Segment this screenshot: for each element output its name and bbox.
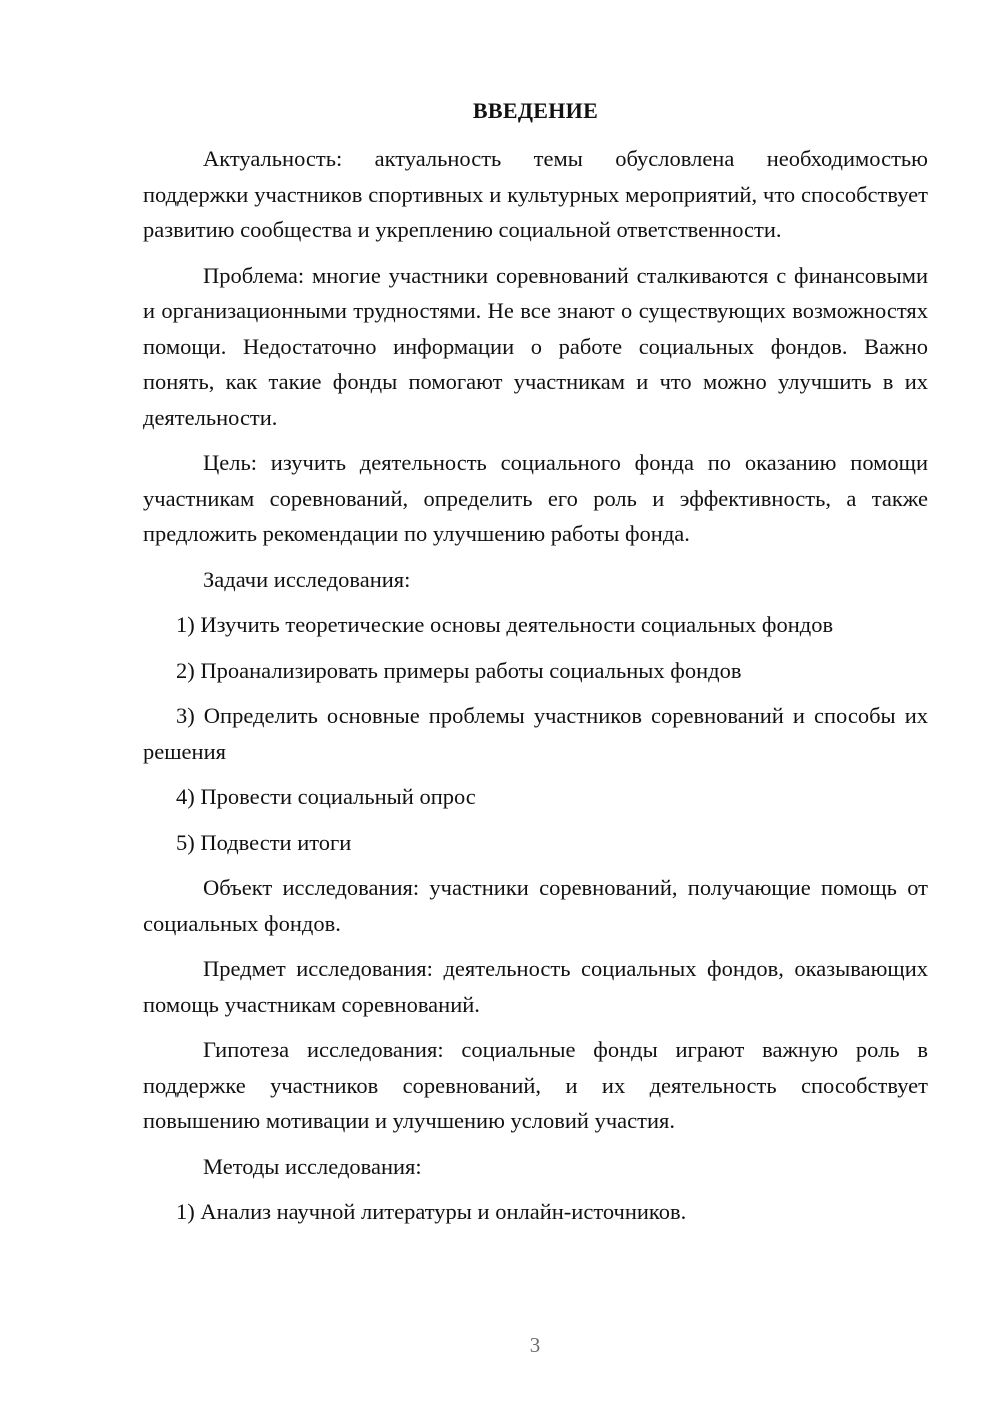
method-item-1: 1) Анализ научной литературы и онлайн-источников. <box>176 1199 687 1224</box>
task-item-2: 2) Проанализировать примеры работы социальных фондов <box>176 657 742 683</box>
tasks-heading: Задачи исследования: <box>203 566 411 592</box>
paragraph-problem: Проблема: многие участники соревнований сталкиваются с финансовыми и организационными трудностями. Не все знают о существующих возможностях помощи. Недостаточно информации о работе социальных фондов. Важно понять, как такие фонды помогают участникам и что можно улучшить в их деятельности. <box>143 262 928 430</box>
paragraph-goal: Цель: изучить деятельность социального фонда по оказанию помощи участникам соревнований, определить его роль и эффективность, а также предложить рекомендации по улучшению работы фонда. <box>143 450 928 546</box>
task-item-5: 5) Подвести итоги <box>176 829 352 855</box>
task-item-3: 3) Определить основные проблемы участников соревнований и способы их решения <box>143 703 928 764</box>
paragraph-object: Объект исследования: участники соревнований, получающие помощь от социальных фондов. <box>143 875 928 936</box>
paragraph-hypothesis: Гипотеза исследования: социальные фонды играют важную роль в поддержке участников соревнований, и их деятельность способствует повышению мотивации и улучшению условий участия. <box>143 1037 928 1133</box>
task-item-4: 4) Провести социальный опрос <box>176 784 476 809</box>
page-number: 3 <box>529 1333 541 1357</box>
paragraph-relevance: Актуальность: актуальность темы обусловлена необходимостью поддержки участников спортивных и культурных мероприятий, что способствует развитию сообщества и укреплению социальной ответственности. <box>143 146 928 242</box>
task-item-1: 1) Изучить теоретические основы деятельности социальных фондов <box>176 612 834 637</box>
section-title: ВВЕДЕНИЕ <box>472 98 599 123</box>
paragraph-subject: Предмет исследования: деятельность социальных фондов, оказывающих помощь участникам соревнований. <box>143 956 928 1017</box>
document-body <box>143 141 928 1240</box>
methods-heading: Методы исследования: <box>203 1153 422 1179</box>
